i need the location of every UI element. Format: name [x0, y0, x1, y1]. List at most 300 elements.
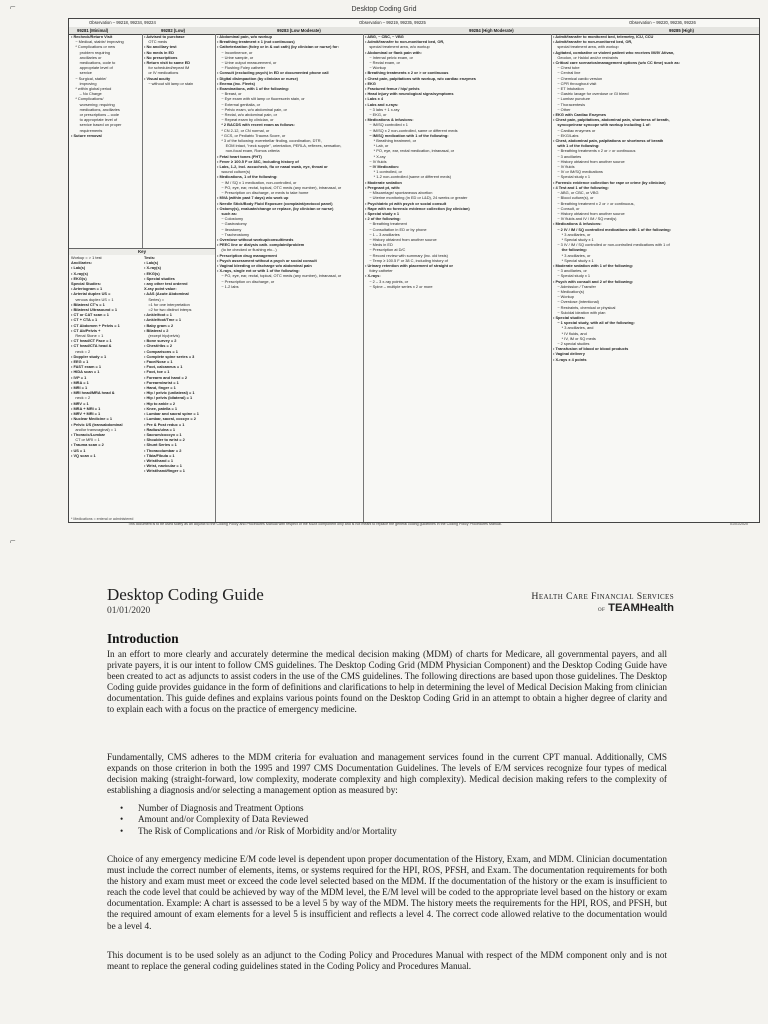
- grid-item: ~ 3 labs + 1 x-ray: [365, 106, 400, 112]
- grid-item: • Arterial duplex US =: [71, 291, 111, 297]
- grid-item: ~ Consult, or: [553, 205, 580, 211]
- grid-item: • Enema (inc. Fleets): [217, 80, 255, 86]
- grid-item: ~ Workup: [553, 294, 575, 300]
- column-99285: [551, 34, 759, 522]
- grid-item: • CT head/CT Face = 1: [71, 338, 112, 344]
- grid-item: service based on proper: [71, 122, 122, 128]
- grid-item: ~ Urine output measurement, or: [217, 60, 277, 66]
- grid-item: ~ History obtained from another source: [553, 158, 625, 164]
- grid-title: Desktop Coding Grid: [351, 6, 417, 13]
- grid-item: ~ Prescription on discharge, or meds to take home: [217, 190, 309, 196]
- grid-item: • Breathing treatments x 2 or > or continuous: [365, 70, 449, 76]
- grid-item: * 3 ancillaries, or: [553, 231, 591, 237]
- grid-item: ~ Breathing treatment: [365, 221, 407, 227]
- grid-item: (to be checked or flushing etc...): [217, 247, 277, 253]
- coding-grid: [68, 18, 760, 523]
- grid-item: • AAS (Acute Abdominal: [144, 291, 189, 297]
- grid-item: ~ Flushing Foley catheter: [217, 65, 266, 71]
- grid-item: • IVP = 1: [71, 374, 87, 380]
- grid-item: • CT Abdomen + Pelvis = 1: [71, 322, 120, 328]
- grid-item: • CT Ab/Pelvis +: [71, 327, 101, 333]
- grid-item: service: [71, 70, 92, 76]
- grid-item: • Recheck/Return Visit: [71, 34, 113, 39]
- grid-item: * Complications or new: [71, 44, 116, 50]
- grid-item: ~ Breathing treatments x 2 or > or continuous: [553, 148, 636, 154]
- grid-item: • VQ scan = 1: [71, 452, 96, 458]
- grid-item: • Comparisons = 1: [144, 348, 178, 354]
- grid-item: • Medications & infusions:: [365, 117, 414, 123]
- grid-item: • Admit/transfer to non-monitored bed, OR,: [365, 39, 445, 45]
- grid-item: neck = 2: [71, 348, 91, 354]
- grid-item: ~ Meds in ED: [365, 242, 393, 248]
- grid-item: ~ Repeat exam by clinician, or: [217, 117, 274, 123]
- list-item: • Amount and/or Complexity of Data Reviewed: [118, 814, 658, 825]
- grid-item: • Psychiatric pt with psych or social consult: [365, 200, 447, 206]
- grid-item: special treatment area, with workup: [553, 44, 619, 50]
- grid-item: • CT or CAT scan = 1: [71, 312, 109, 318]
- grid-item: * Special study x 1: [553, 257, 594, 263]
- level-header-99281: 99281 (Minimal): [77, 28, 109, 33]
- grid-item: medications, ancillaries: [71, 106, 120, 112]
- grid-item: ~ PO, eye, ear, rectal, topical, OTC meds (any number), intranasal, or: [217, 184, 342, 190]
- grid-item: ~ Uterine monitoring (in ED or L&D), 24 weeks or greater: [365, 195, 468, 201]
- grid-item: • Bone survey = 2: [144, 338, 177, 344]
- intro-paragraph-1: In an effort to more clearly and accurately determine the medical decision making (MDM) of charts for Medicare, all governmental payers, and all private payers, it is our intent to follow CMS guidelines. The Desktop Coding Grid (MDM Physician Component) and the Desktop Coding Guide have been created to act as adjuncts to assist coders in the use of the CMS guidelines. The following directions are based upon those guidelines. The Desktop Coding guide provides guidance in the form of definitions and clarifications to help in determining the level of Medical Decision Making from clinician documentation. This guide defines and explains various points found on the Desktop Coding Grid in an attempt to obtain a higher degree of clarity and to explain each with a focus on the practice of emergency medicine.: [107, 649, 667, 715]
- grid-item: ~ 1-2 labs: [217, 283, 239, 289]
- grid-item: ~ Breast, or: [217, 91, 242, 97]
- grid-item: • MRI head/MRA head &: [71, 390, 115, 396]
- grid-item: * IV fluids, and: [553, 330, 587, 336]
- grid-item: ~ Incontinence, or: [217, 49, 253, 55]
- grid-item: • Chest pain, palpitations, abdominal pain, shortness of breath,: [553, 117, 670, 123]
- grid-item: ~ 2 special studies: [553, 340, 590, 346]
- grid-item: • Hip / pelvic (unilateral) = 1: [144, 390, 195, 396]
- grid-item: (except hip/pelvis): [144, 333, 180, 339]
- grid-item: * PO, eye, ear, rectal medication, intranasal, or: [365, 148, 455, 154]
- grid-item: • Fetal heart tones (FHT): [217, 153, 262, 159]
- grid-item: ~ Breathing treatment x 2 or > or continuous,: [553, 200, 635, 206]
- grid-item: ~ Suicidal ideation with plan: [553, 309, 606, 315]
- grid-item: • Wrist/hand/finger = 1: [144, 468, 185, 474]
- grid-item: • Lumbar and sacral spine = 1: [144, 411, 199, 417]
- grid-item: • Psych assessment without a psych or social consult: [217, 257, 317, 263]
- grid-item: ~ Spine – multiple series x 2 or more: [365, 283, 433, 289]
- grid-item: * 1-2 non-controlled (same or different meds): [365, 174, 451, 180]
- introduction-heading: Introduction: [107, 631, 179, 646]
- grid-item: EOM intact, "neck supple", orientation, PERLA, reflexes, sensation,: [217, 143, 342, 149]
- grid-item: ~ 2 IV / IM / SQ controlled medications with 1 of the following:: [553, 226, 671, 232]
- grid-item: • No meds in ED: [144, 49, 174, 55]
- grid-item: ~ Special study x 1: [553, 174, 591, 180]
- key-column-tests: [142, 255, 216, 522]
- level-header-99285: 99285 (High): [669, 28, 694, 33]
- column-99283: [215, 34, 364, 522]
- grid-item: ~ Miscarriage/ spontaneous abortion: [365, 190, 433, 196]
- grid-item: • US = 1: [71, 447, 86, 453]
- grid-item: syncope/near syncope with workup including 1 of:: [553, 122, 651, 128]
- grid-item: ~ IV fluids and IV / IM / SQ med(s): [553, 216, 617, 222]
- grid-item: ~ Colostomy: [217, 216, 244, 222]
- grid-item: • Urinary retention with placement of straight or: [365, 262, 454, 268]
- grid-item: • X-ray(s): [144, 265, 161, 271]
- grid-item: ~ Workup: [365, 65, 387, 71]
- grid-item: ~ Medication(s): [553, 288, 585, 294]
- grid-item: requirements: [71, 127, 103, 133]
- grid-item: problem requiring: [71, 49, 110, 55]
- grid-item: ~ Temp ≥ 100.5 F or 38 C, including history of: [365, 257, 448, 263]
- grid-item: ~ ABG, or CBC, or VBG: [553, 190, 599, 196]
- grid-item: • Thoracic/Lumbar: [71, 431, 106, 437]
- grid-item: * 2 BACDS with recent exam as follows:: [217, 122, 295, 128]
- grid-item: • Labs x 4: [365, 96, 384, 102]
- guide-date: 01/01/2020: [107, 606, 151, 616]
- grid-item: ~ 3 ancillaries: [553, 153, 582, 159]
- grid-item: • Abdominal pain, w/o workup: [217, 34, 273, 39]
- grid-item: ~ Record review with summary (inc. old tests): [365, 252, 448, 258]
- grid-item: • Foot, toe = 1: [144, 369, 170, 375]
- grid-item: • Digital disimpaction (by clinician or nurse): [217, 75, 298, 81]
- grid-item: Geodon, or Haldol and/or restraints: [553, 54, 619, 60]
- brand-line: Health Care Financial Services: [531, 591, 674, 602]
- grid-item: Renal Stone = 1: [71, 333, 104, 339]
- grid-item: • EEG = 1: [71, 359, 89, 365]
- grid-item: ~ Rectal exam, or: [365, 60, 400, 66]
- grid-item: improving: [71, 80, 97, 86]
- grid-item: ~ External genitalia, or: [217, 101, 261, 107]
- grid-item: • EKG with Cardiac Enzymes: [553, 112, 607, 118]
- grid-item: • MVA (within past 7 days) w/o work up: [217, 195, 289, 201]
- grid-item: ~ Prescription on discharge, or: [217, 278, 275, 284]
- mdm-criteria-list: [118, 803, 658, 837]
- key-column-ancillaries: [69, 255, 143, 522]
- punch-mark-top: ⌐: [10, 2, 16, 13]
- grid-item: • Prescription drug management: [217, 252, 277, 258]
- grid-item: • Head injury with neurological signs/symptoms: [365, 91, 454, 97]
- grid-item: • Hip / pelvis (bilateral) = 1: [144, 395, 193, 401]
- grid-item: worsening; requiring: [71, 101, 115, 107]
- grid-item: • Agitated, combative or violent patient who receives IM/IV Ativan,: [553, 49, 675, 55]
- grid-item: Tests:: [144, 255, 156, 260]
- grid-item: • X-rays, single ext or with 1 of the following:: [217, 268, 300, 274]
- grid-item: • PEEC line or dialysis cath. complaint/problem: [217, 242, 305, 248]
- grid-item: • EKG(s): [144, 270, 160, 276]
- grid-item: ~ 3 ancillaries, or: [553, 268, 587, 274]
- grid-item: • Tibia/Fibula = 1: [144, 452, 175, 458]
- level-header-99283: 99283 (Low Moderate): [277, 28, 321, 33]
- grid-item: Series) =: [144, 296, 165, 302]
- grid-item: – No Charge: [71, 91, 102, 97]
- grid-item: • Consult (excluding psych) in ED or documented phone call: [217, 70, 329, 76]
- grid-item: • MRV = 1: [71, 400, 89, 406]
- grid-item: ~ Pelvic exam, w/o abdominal pain, or: [217, 106, 287, 112]
- grid-item: * within global period: [71, 86, 112, 92]
- grid-item: • Return visit to same ED: [144, 60, 191, 66]
- grid-item: • Lumbar, sacral, coccyx = 2: [144, 416, 196, 422]
- grid-item: • Trauma scan = 2: [71, 442, 104, 448]
- grid-item: • Medications & infusions:: [553, 221, 602, 227]
- grid-item: * Special study x 1: [553, 236, 594, 242]
- grid-item: • Ostomy(s), evaluate/change or replace, (by clinician or nurse): [217, 205, 334, 211]
- grid-item: • Lab(s): [71, 265, 86, 271]
- grid-item: • Critical care scenarios/management options (w/o CC time) such as:: [553, 60, 680, 66]
- grid-item: * Breathing treatment, or: [365, 138, 417, 144]
- grid-item: * X-ray: [365, 153, 386, 159]
- grid-item: • MRA = 1: [71, 379, 89, 385]
- grid-item: =1 for one interpretation: [144, 301, 190, 307]
- grid-item: • Admit/transfer to non-monitored bed, OR,: [553, 39, 633, 45]
- grid-item: • No ancillary test: [144, 44, 177, 50]
- grid-item: • Catheterization (foley or in & out cath) (by clinician or nurse) for:: [217, 44, 339, 50]
- grid-item: • Bilateral Ultrasound = 1: [71, 307, 118, 313]
- observation-header-moderate: Observation – 99219, 99235, 99225: [359, 20, 426, 25]
- grid-item: • Lab(s): [144, 260, 159, 266]
- intro-paragraph-3: Choice of any emergency medicine E/M code level is dependent upon proper documentation of the History, Exam, and MDM. Clinician documentation must include the correct number of elements, items, or systems required for the HPI, ROS, PFSH, and Exam. The documentation requirements for both the history and exam must meet or exceed the code level selected based on the MDM. If the documentation of the history or the exam is insufficient to reach the code level that could be achieved by way of the MDM level, the E/M level will be coded to the appropriate level based on the history or exam documentation. Example: A chart is assessed to be a level 5 by way of the MDM. The history meets the requirements for the HPI, ROS, and PFSH, but the required amount of exam elements for a level 5 is insufficient and reflects a level 4. The correct code allowed relative to the documentation would be a level 4.: [107, 854, 667, 931]
- grid-item: • Admit/transfer to monitored bed, telemetry, ICU, CCU: [553, 34, 654, 39]
- brand-line-2: [484, 602, 674, 614]
- grid-item: ~ Restraints, chemical or physical: [553, 304, 616, 310]
- grid-item: • Breathing treatment x 1 (not continuous): [217, 39, 295, 45]
- grid-item: • Special study x 1: [365, 210, 400, 216]
- grid-item: ~ Consultation in ED or by phone: [365, 226, 427, 232]
- grid-item: • Medications, 1 of the following:: [217, 174, 278, 180]
- grid-item: non-focal exam, Romos criteria: [217, 148, 280, 154]
- grid-item: • Wrist, navicular = 1: [144, 463, 182, 469]
- intro-paragraph-2: Fundamentally, CMS adheres to the MDM criteria for evaluation and management services found in the current CPT manual. Additionally, CMS expands on those criterion in both the 1995 and 1997 CMS Documentation Guidelines. The levels of E/M services recognize four types of medical decision making (straight-forward, low complexity, moderate complexity and high complexity). Medical decision making refers to the complexity of establishing a diagnosis and/or selecting a management option as measured by:: [107, 752, 667, 796]
- grid-item: ~ Special study x 1: [553, 273, 591, 279]
- grid-item: ~ IV or IM/SQ medications: [553, 169, 603, 175]
- observation-header-high: Observation – 99220, 99236, 99226: [629, 20, 696, 25]
- grid-item: ~ IM/SQ controlled x 1: [365, 122, 408, 128]
- level-header-99282: 99282 (Low): [161, 28, 185, 33]
- grid-item: • MRV + MRI = 1: [71, 411, 101, 417]
- grid-item: to appropriate level of: [71, 117, 118, 123]
- grid-item: • Bilateral CT's = 1: [71, 301, 105, 307]
- grid-item: ~ Cardiac enzymes or: [553, 127, 596, 133]
- grid-item: • Forearm/wrist = 1: [144, 379, 179, 385]
- grid-item: ~ Medical, stable/ improving: [71, 39, 124, 45]
- grid-item: • Labs, 1-2, incl. accucheck, flu or nasal swab, eye, throat or: [217, 164, 328, 170]
- grid-item: • Special studies: [144, 275, 175, 281]
- grid-item: Special Studies:: [71, 281, 102, 287]
- grid-item: • Moderate sedation: [365, 179, 402, 185]
- grid-item: • CT + CTA = 1: [71, 317, 98, 323]
- grid-item: * Lab, or: [365, 143, 389, 149]
- grid-item: * 3 ancillaries, or: [553, 252, 591, 258]
- grid-item: • Labs and x-rays:: [365, 101, 399, 107]
- grid-item: the following:: [553, 247, 587, 253]
- guide-title: Desktop Coding Guide: [107, 585, 264, 604]
- grid-item: ancillaries or: [71, 54, 102, 60]
- grid-item: ~ Lumbar puncture: [553, 96, 591, 102]
- punch-mark-middle: ⌐: [10, 536, 16, 547]
- grid-item: • Examinations, with 1 of the following:: [217, 86, 290, 92]
- grid-item: ~ IV Medication:: [365, 164, 400, 170]
- grid-item: • FAST exam = 1: [71, 364, 102, 370]
- grid-item: ~ Admission / Transfer: [553, 283, 596, 289]
- grid-item: ~ CPR throughout visit: [553, 80, 597, 86]
- grid-item: or prescriptions – code: [71, 112, 120, 118]
- grid-item: ~ IV fluids: [365, 158, 387, 164]
- grid-item: ~ Urine sample, or: [217, 54, 254, 60]
- list-item: • Number of Diagnosis and Treatment Options: [118, 803, 658, 814]
- grid-item: ~ Surgical, stable/: [71, 75, 107, 81]
- grid-item: • Wrist/hand = 1: [144, 457, 174, 463]
- grid-item: ~ Overdose (intentional): [553, 299, 599, 305]
- grid-item: ~ PO, eye, ear, rectal, topical, OTC meds (any number), intranasal, or: [217, 273, 342, 279]
- grid-item: ~ EKG, or: [365, 112, 387, 118]
- grid-item: • Baby gram = 2: [144, 322, 174, 328]
- grid-item: • Chest/ribs = 2: [144, 343, 173, 349]
- grid-item: * GCS, or Pediatric Trauma Score, or: [217, 132, 286, 138]
- grid-item: ~ History obtained from another source: [553, 210, 625, 216]
- grid-item: * 1 controlled, or: [365, 169, 402, 175]
- grid-date: 01/01/2020: [730, 522, 748, 526]
- grid-item: • Suture removal: [71, 132, 102, 138]
- grid-item: special treatment area, w/o workup: [365, 44, 430, 50]
- list-item: • The Risk of Complications and /or Risk of Morbidity and/or Mortality: [118, 826, 658, 837]
- grid-item: • Complete spine series = 3: [144, 353, 195, 359]
- grid-item: appropriate level of: [71, 65, 113, 71]
- grid-item: • any other test ordered: [144, 281, 188, 287]
- grid-item: with 1 of the following:: [553, 143, 600, 149]
- grid-item: ~ 1 special study, with all of the following:: [553, 320, 635, 326]
- brand-of: of: [598, 604, 606, 613]
- grid-item: • Sacrum/coccyx = 1: [144, 431, 182, 437]
- grid-item: * Complications/: [71, 96, 104, 102]
- grid-item: * 3 ancillaries, and: [553, 325, 594, 331]
- grid-item: • Hand, finger = 1: [144, 385, 176, 391]
- grid-item: • Hip to ankle = 2: [144, 400, 176, 406]
- grid-item: • Pre & Post reduc = 1: [144, 421, 185, 427]
- grid-footnote: * Medications = enteral or administered: [71, 517, 134, 521]
- grid-item: • MRI = 1: [71, 385, 88, 391]
- grid-item: ~ 2 – 3 x-ray points, or: [365, 278, 409, 284]
- grid-item: ~ without slit lamp or stain: [144, 80, 194, 86]
- grid-item: * 3 of the following: ecerebellar finding, coordination, DTR,: [217, 138, 322, 144]
- grid-item: * IV, IM or SQ meds: [553, 335, 596, 341]
- grid-item: ~ IM / SQ x 1 medication, non-controlled, or: [217, 179, 297, 185]
- grid-item: ~ Rectal, w/o abdominal pain, or: [217, 112, 278, 118]
- grid-item: ~ Eye exam with slit lamp or fluorescein stain, or: [217, 96, 305, 102]
- observation-header-low: Observation – 99218, 99234, 99224: [89, 20, 156, 25]
- grid-item: • Thoracolumbar = 2: [144, 447, 182, 453]
- grid-item: OTC meds: [144, 39, 168, 45]
- grid-item: venous duplex US = 1: [71, 296, 114, 302]
- grid-item: =2 for two distinct interps: [144, 307, 192, 313]
- teamhealth-logo: [484, 591, 674, 614]
- grid-item: ~ 3 IV / IM / SQ controlled or non-controlled medications with 1 of: [553, 242, 670, 248]
- grid-item: • Nuclear Medicine = 1: [71, 416, 113, 422]
- level-header-99284: 99284 (High Moderate): [469, 28, 514, 33]
- grid-item: • Rape with no forensic evidence collection (by clinician): [365, 205, 470, 211]
- grid-item: • Ankle/foot = 1: [144, 312, 172, 318]
- key-header: Key: [69, 248, 215, 256]
- grid-item: • Doppler study = 1: [71, 353, 107, 359]
- grid-item: • X-rays:: [365, 273, 381, 279]
- grid-item: ~ Central line: [553, 70, 581, 76]
- grid-item: neck = 2: [71, 395, 91, 401]
- grid-item: • Face/Nose = 1: [144, 359, 173, 365]
- grid-item: • Vaginal bleeding or discharge w/o abdominal pain: [217, 262, 312, 268]
- grid-item: Workup = > 1 test: [71, 255, 102, 260]
- grid-item: medications, code to: [71, 60, 116, 66]
- brand-team: TEAMHealth: [608, 602, 674, 614]
- grid-item: • Needle Stick/Body Fluid Exposure (complaint/protocol panel): [217, 200, 333, 206]
- grid-item: • Special studies:: [553, 314, 586, 320]
- grid-item: ~ IM/SQ medication with 1 of the following:: [365, 132, 449, 138]
- grid-item: ~ EKG/Labs: [553, 132, 579, 138]
- grid-item: X-ray point value:: [144, 286, 177, 292]
- grid-item: ~ Chemical cardio version: [553, 75, 603, 81]
- grid-item: • Chest pain, palpitations with workup, w/o cardiac enzymes: [365, 75, 476, 81]
- grid-item: • Advised to purchase: [144, 34, 185, 39]
- grid-item: • Foot, calcaneus = 1: [144, 364, 183, 370]
- grid-item: ~ ET Intubation: [553, 86, 584, 92]
- grid-item: ~ Other: [553, 106, 571, 112]
- grid-item: • No prescriptions: [144, 54, 178, 60]
- grid-item: ~ 1 – 3 ancillaries: [365, 231, 400, 237]
- grid-item: ~ Thoracentesis: [553, 101, 586, 107]
- grid-item: • EKG(s): [71, 275, 87, 281]
- grid-item: • Pelvic US (transabdominal: [71, 421, 123, 427]
- grid-item: • MRA + MRI = 1: [71, 405, 101, 411]
- grid-item: such as:: [217, 210, 238, 216]
- grid-item: ~ Internal pelvic exam, or: [365, 54, 413, 60]
- grid-item: • HIDA scan = 1: [71, 369, 100, 375]
- grid-item: • Forensic evidence collection for rape or crime (by clinician): [553, 179, 666, 185]
- grid-item: foley catheter: [365, 268, 393, 274]
- intro-paragraph-4: This document is to be used solely as an adjunct to the Coding Policy and Procedures Manual with respect of the MDM component only and is not meant to replace the general coding guidelines stated in the Coding Policy and Procedures Manual.: [107, 950, 667, 972]
- grid-item: • EKG: [365, 80, 376, 86]
- grid-item: or IV medications: [144, 70, 179, 76]
- grid-item: • Abdominal or flank pain with:: [365, 49, 422, 55]
- grid-item: • Transfusion of blood or blood products: [553, 346, 629, 352]
- grid-item: • ABG, ~ CBC, ~ VBG: [365, 34, 404, 39]
- grid-item: • Moderate sedation with 1 of the following:: [553, 262, 634, 268]
- grid-item: • Shunt Series = 1: [144, 442, 177, 448]
- grid-item: ~ IM/SQ x 2 non-controlled, same or different meds: [365, 127, 458, 133]
- grid-item: CT or MRI = 1: [71, 437, 100, 443]
- grid-item: * CN 2-12, or CN normal, or: [217, 127, 270, 133]
- grid-item: • Pregnant pt, with:: [365, 184, 401, 190]
- grid-item: ~ Chest tube: [553, 65, 580, 71]
- grid-item: • X-ray(s): [71, 270, 88, 276]
- grid-item: • CT head/CTA head &: [71, 343, 112, 349]
- grid-item: • Radius/ulna = 1: [144, 426, 176, 432]
- grid-item: • Shoulder to wrist = 2: [144, 437, 185, 443]
- grid-item: ~ Gastrostomy: [217, 221, 247, 227]
- grid-item: ~ Ileostomy: [217, 226, 242, 232]
- grid-item: • 2 of the following:: [365, 216, 401, 222]
- grid-item: Ancillaries:: [71, 260, 92, 266]
- grid-item: • Visual acuity: [144, 75, 171, 81]
- grid-item: ~ Gastric lavage for overdose or GI bleed: [553, 91, 629, 97]
- grid-item: • Chest, abdominal pain, palpitations or shortness of breath: [553, 138, 664, 144]
- grid-item: • Fever ≥ 100.5 F or 38C, including history of: [217, 158, 299, 164]
- grid-disclaimer: This document is to be used solely as an adjunct to the Coding Policy and Procedures Manual with respect of the MDM component only and is not meant to replace the general coding guidelines in the Coding Policy Procedures Manual.: [128, 522, 502, 526]
- grid-item: • Vaginal delivery: [553, 351, 585, 357]
- grid-item: • Ankle/foot/Tme = 1: [144, 317, 181, 323]
- grid-item: • Bilateral = 2: [144, 327, 169, 333]
- grid-item: ~ Blood culture(s), or: [553, 195, 594, 201]
- grid-item: ~ History obtained from another source: [365, 236, 437, 242]
- grid-item: • Forearm and hand = 2: [144, 374, 187, 380]
- grid-item: • Arteriogram = 1: [71, 286, 103, 292]
- grid-item: ~ Prescription at D/C: [365, 247, 406, 253]
- grid-item: and/or transvaginal) = 1: [71, 426, 117, 432]
- grid-item: • 4 Test and 1 of the following:: [553, 184, 609, 190]
- grid-item: ~ Tracheostomy: [217, 231, 250, 237]
